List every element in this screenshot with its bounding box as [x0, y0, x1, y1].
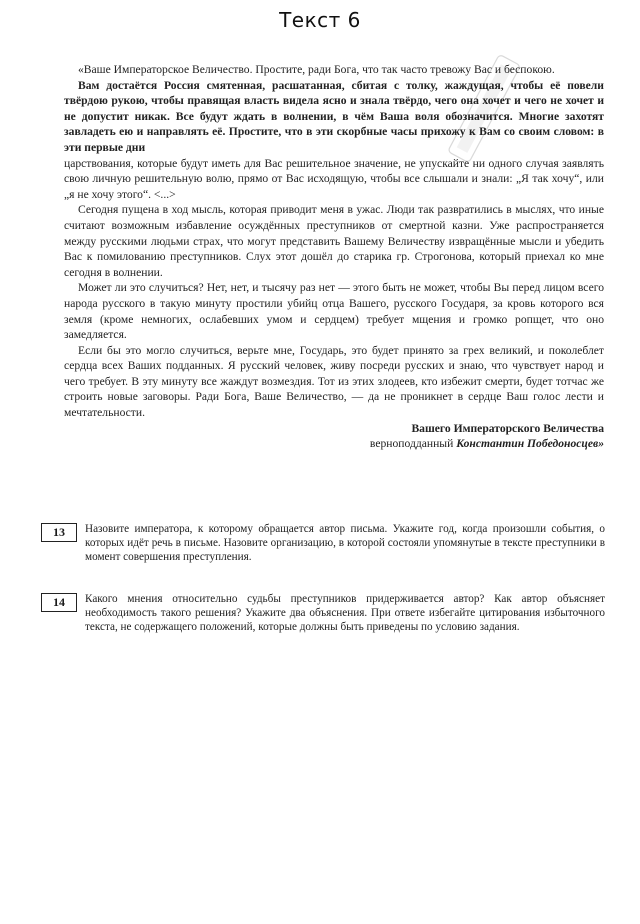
task-13 — [41, 522, 605, 565]
task-number-box: 13 — [41, 523, 77, 542]
signature-author: Константин Победоносцев» — [456, 437, 604, 451]
task-question: Назовите императора, к которому обращается автор письма. Укажите год, когда произошли события, о которых идёт речь в письме. Назовите организацию, в которой состояли упомянутые в тексте преступники в момент совершения преступления. — [85, 523, 605, 564]
letter-text — [64, 62, 604, 452]
letter-paragraph-3: царствования, которые будут иметь для Вас решительное значение, не упускайте ни одного случая заявлять свою личную решительную волю, прямо от Вас исходящую, чтобы все слышали и знали: „Я так хочу“, или „я не хочу этого“. <...> — [64, 156, 604, 201]
page-title: Текст 6 — [279, 8, 361, 32]
letter-paragraph-4: Сегодня пущена в ход мысль, которая приводит меня в ужас. Люди так развратились в мыслях, что иные считают возможным избавление осуждённых преступников от смертной казни. Уже распространяется между русскими людьми страх, что могут представить Вашему Величеству извращённые мысли и убедить Вас к помилованию преступников. Слух этот дошёл до старика гр. Строгонова, который приехал ко мне сегодня в волнении. — [64, 203, 604, 279]
letter-paragraph-2: Вам достаётся Россия смятенная, расшатанная, сбитая с толку, жаждущая, чтобы её повели твёрдою рукою, чтобы правящая власть видела ясно и знала твёрдо, чего она хочет и чего не хочет и не допустит никак. Все будут ждать в волнении, в чём Ваша воля обозначится. Многие захотят завладеть ею и направлять её. Простите, что в эти скорбные часы прихожу к Вам со своим словом: в эти первые дни — [64, 78, 604, 154]
letter-signature-block — [64, 421, 604, 452]
letter-paragraph-1: «Ваше Императорское Величество. Простите, ради Бога, что так часто тревожу Вас и беспокою. — [78, 63, 555, 76]
task-14 — [41, 592, 605, 635]
letter-closing: Вашего Императорского Величества — [411, 421, 604, 435]
signature-prefix: верноподданный — [369, 437, 457, 451]
letter-paragraph-5: Может ли это случиться? Нет, нет, и тысячу раз нет — этого быть не может, чтобы Вы перед лицом всего народа русского в такую минуту простили убийц отца Вашего, русского Государя, за кровь которого вся земля (кроме немногих, ослабевших умом и сердцем) требует мщения и громко ропщет, что оно замедляется. — [64, 281, 604, 342]
letter-signature — [64, 436, 604, 452]
task-number-box: 14 — [41, 593, 77, 612]
letter-paragraph-6: Если бы это могло случиться, верьте мне, Государь, это будет принято за грех великий, и поколеблет сердца всех Ваших подданных. Я русский человек, живу посреди русских и знаю, что чувствует народ и чего требует. В эту минуту все жаждут возмездия. Тот из этих злодеев, кто избежит смерти, будет тотчас же строить новые заговоры. Ради Бога, Ваше Величество, — да не проникнет в сердце Ваш голос лести и мечтательности. — [64, 343, 604, 420]
task-question: Какого мнения относительно судьбы преступников придерживается автор? Как автор объясняет необходимость такого решения? Укажите два объяснения. При ответе избегайте цитирования избыточного текста, не содержащего положений, которые должны быть приведены по условию задания. — [85, 593, 605, 634]
